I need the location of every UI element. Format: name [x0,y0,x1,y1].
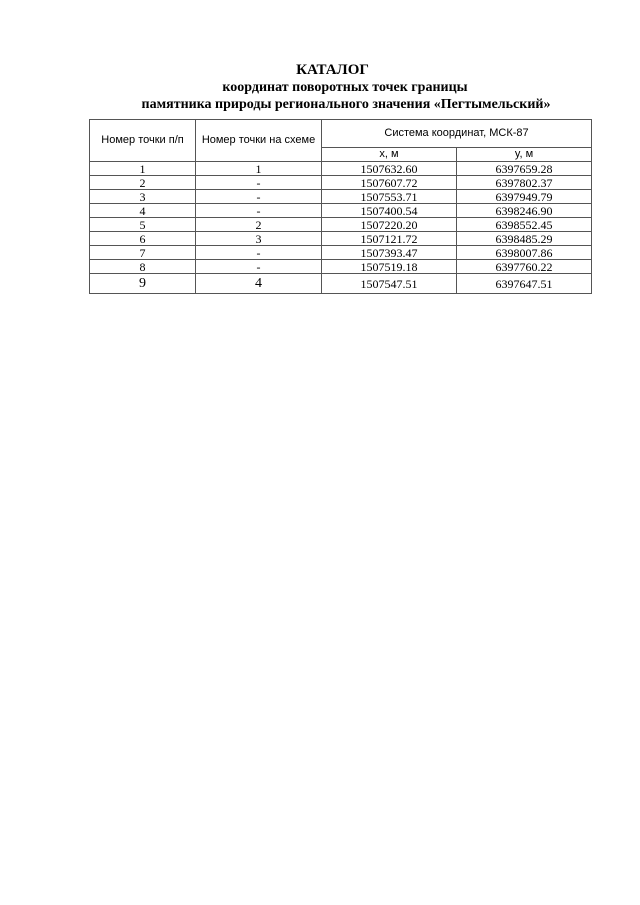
table-row [90,176,592,190]
cell-scheme-point: - [196,260,322,274]
cell-y: 6397647.51 [457,274,592,294]
cell-point-number: 2 [90,176,196,190]
catalog-subtitle-line-1: координат поворотных точек границы [222,80,468,95]
cell-y: 6398552.45 [457,218,592,232]
cell-x: 1507400.54 [322,204,457,218]
header-point-number: Номер точки п/п [90,120,196,162]
coordinates-table [89,119,592,294]
table-row [90,260,592,274]
cell-y: 6398485.29 [457,232,592,246]
cell-y: 6397760.22 [457,260,592,274]
table-row [90,162,592,176]
table-header-row [90,120,592,148]
cell-scheme-point: 3 [196,232,322,246]
table-row [90,204,592,218]
cell-scheme-point: 1 [196,162,322,176]
cell-y: 6398246.90 [457,204,592,218]
cell-scheme-point: 2 [196,218,322,232]
cell-x: 1507519.18 [322,260,457,274]
cell-scheme-point: - [196,246,322,260]
cell-point-number: 4 [90,204,196,218]
table-row [90,274,592,294]
cell-point-number: 1 [90,162,196,176]
cell-x: 1507393.47 [322,246,457,260]
cell-y: 6397659.28 [457,162,592,176]
cell-scheme-point: 4 [196,274,322,294]
cell-y: 6397802.37 [457,176,592,190]
table-row [90,190,592,204]
table-row [90,232,592,246]
cell-x: 1507632.60 [322,162,457,176]
cell-point-number: 5 [90,218,196,232]
cell-scheme-point: - [196,190,322,204]
cell-x: 1507553.71 [322,190,457,204]
table-row [90,218,592,232]
cell-y: 6398007.86 [457,246,592,260]
header-scheme-point-number: Номер точки на схеме [196,120,322,162]
catalog-title: КАТАЛОГ [296,62,369,78]
table-row [90,246,592,260]
cell-x: 1507121.72 [322,232,457,246]
cell-point-number: 3 [90,190,196,204]
header-y: y, м [457,148,592,162]
header-coordinate-system: Система координат, МСК-87 [322,120,592,148]
catalog-subtitle-line-2: памятника природы регионального значения «Пегтымельский» [141,97,551,112]
cell-x: 1507607.72 [322,176,457,190]
cell-scheme-point: - [196,204,322,218]
catalog-title-block [0,62,640,113]
cell-y: 6397949.79 [457,190,592,204]
cell-scheme-point: - [196,176,322,190]
cell-point-number: 8 [90,260,196,274]
cell-point-number: 9 [90,274,196,294]
cell-point-number: 6 [90,232,196,246]
cell-point-number: 7 [90,246,196,260]
header-x: x, м [322,148,457,162]
cell-x: 1507547.51 [322,274,457,294]
cell-x: 1507220.20 [322,218,457,232]
